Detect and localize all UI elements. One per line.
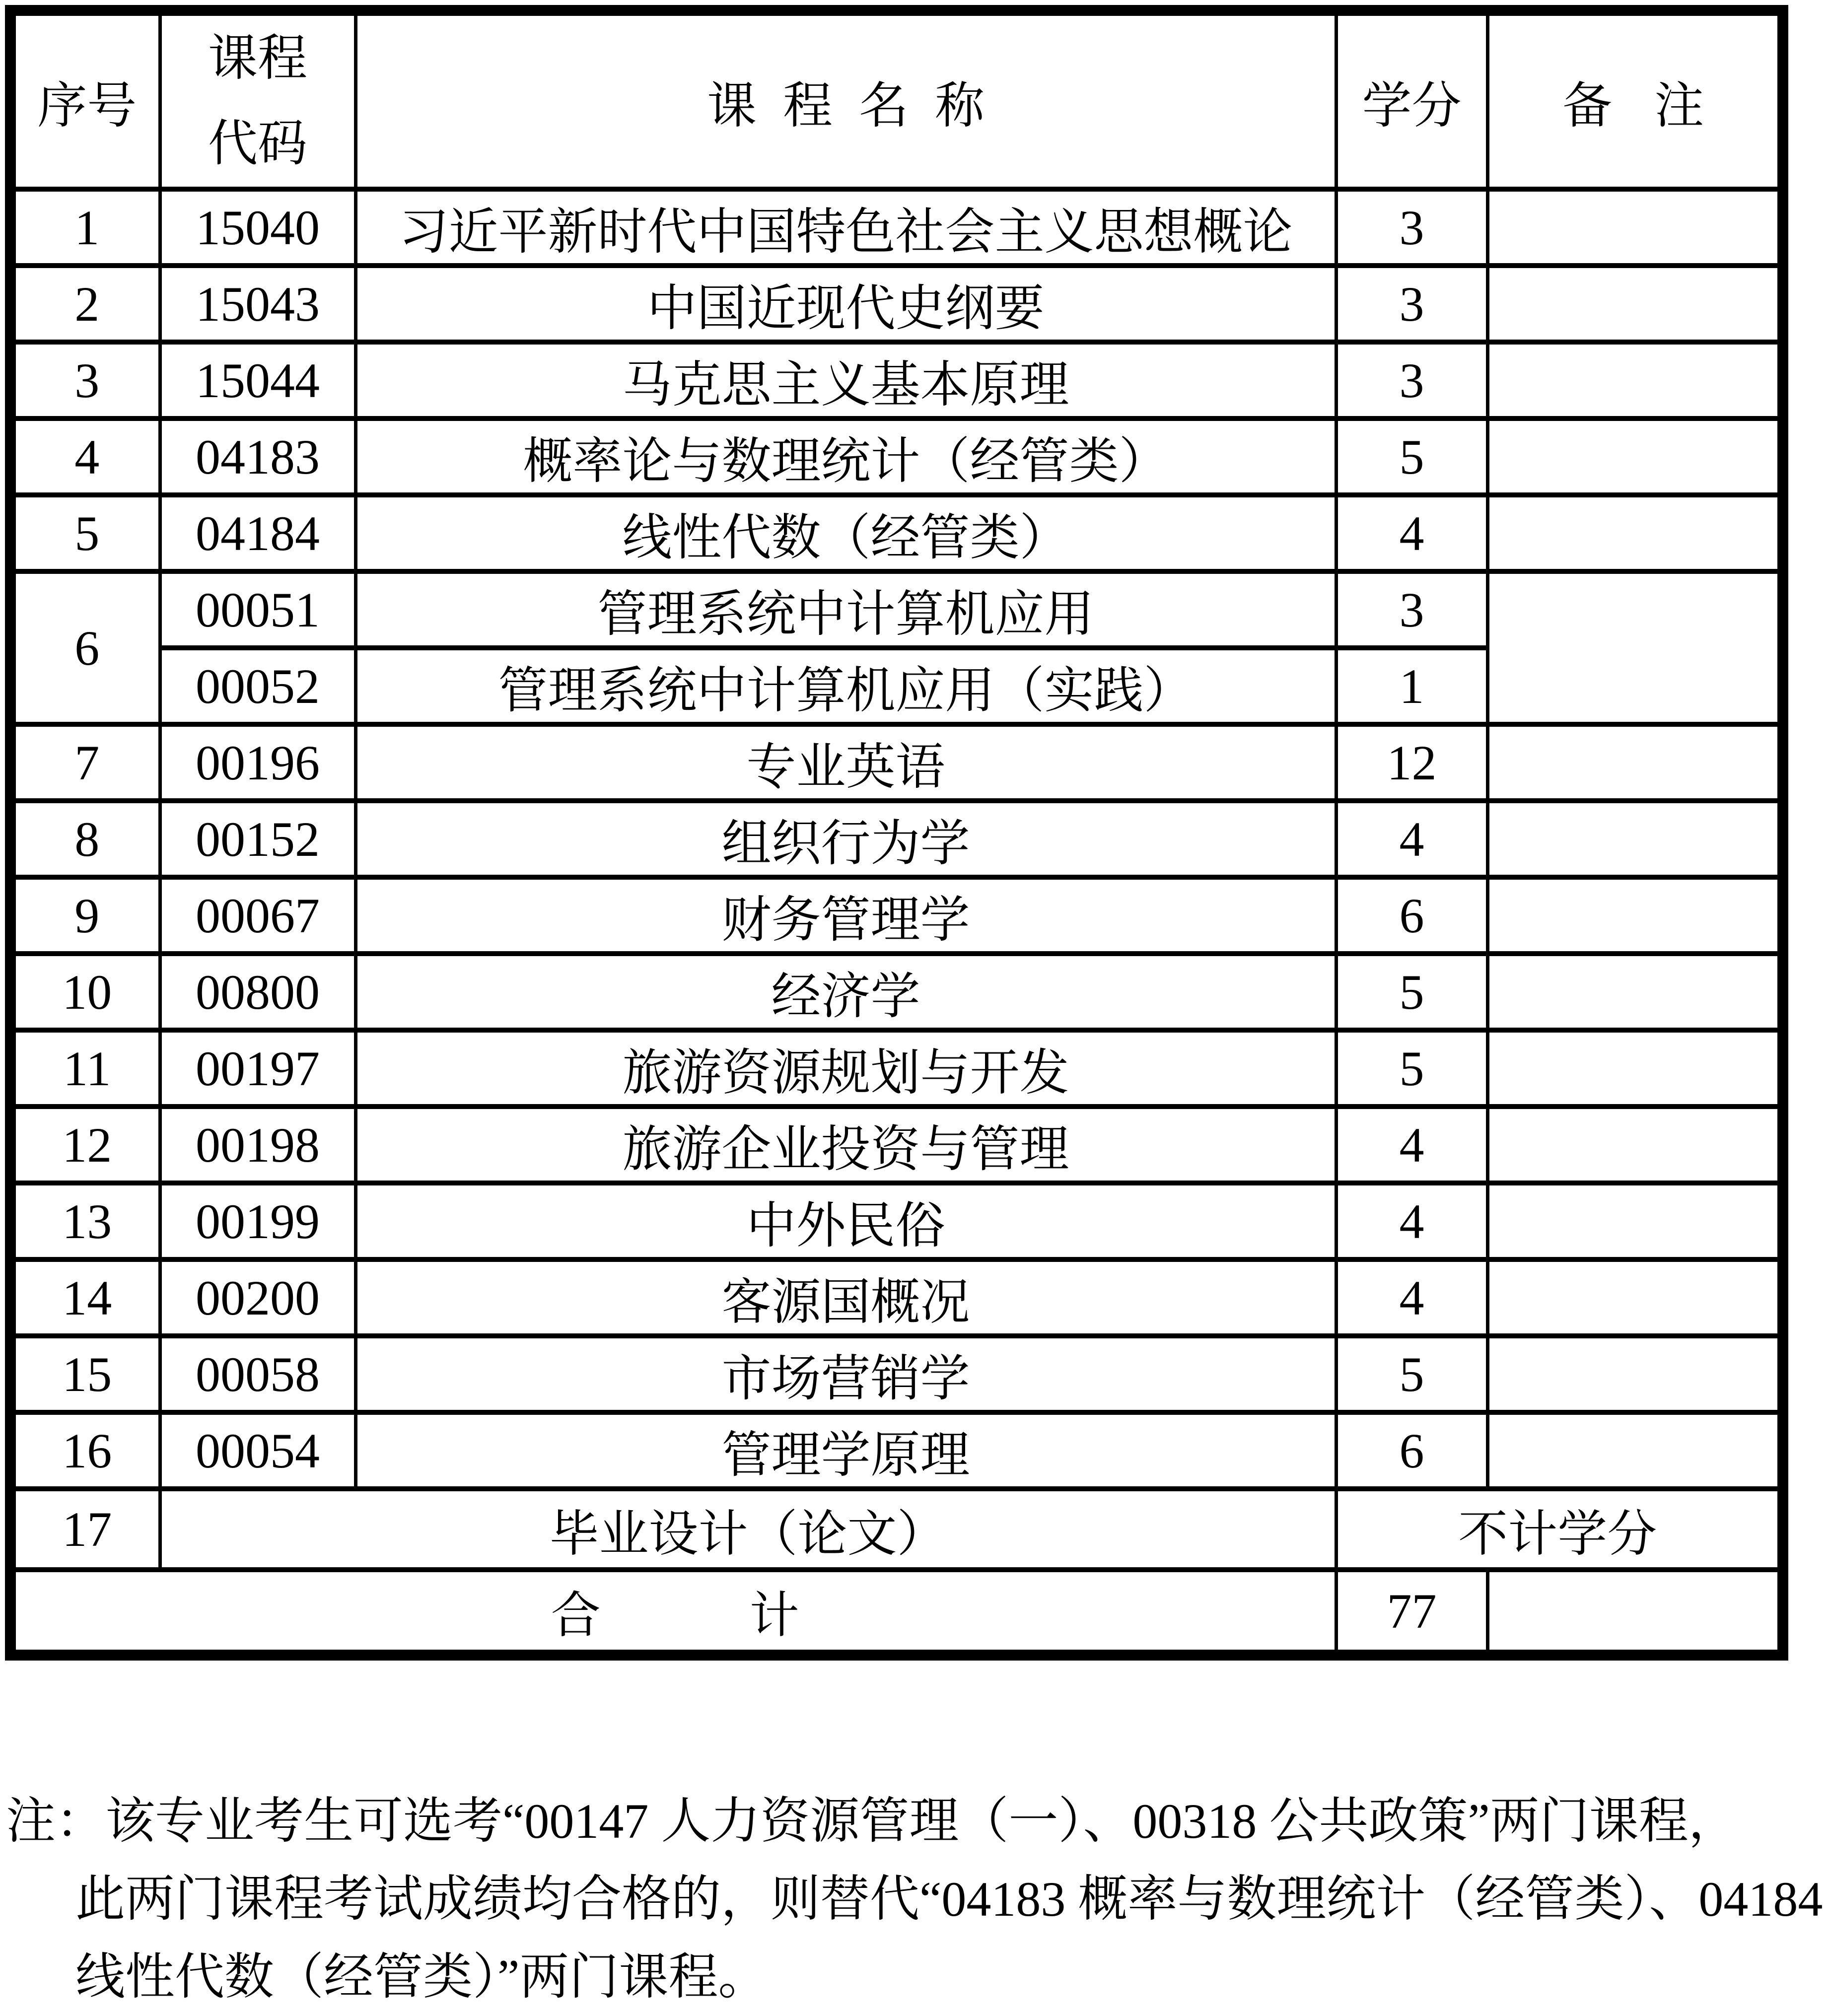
remark-cell	[1487, 266, 1783, 342]
header-row	[10, 10, 1783, 189]
header-code-line1: 课程	[208, 31, 307, 86]
row-number-cell: 12	[10, 1107, 160, 1183]
course-name-cell: 马克思主义基本原理	[355, 342, 1336, 418]
header-code	[160, 10, 355, 189]
remark-cell	[1487, 954, 1783, 1030]
credits-cell: 3	[1336, 189, 1487, 266]
table-row	[10, 954, 1783, 1030]
remark-cell	[1487, 571, 1783, 724]
course-name-cell: 习近平新时代中国特色社会主义思想概论	[355, 189, 1336, 266]
course-code-cell: 04184	[160, 495, 355, 571]
row-number-cell: 15	[10, 1336, 160, 1412]
course-name-cell: 经济学	[355, 954, 1336, 1030]
course-code-cell: 00152	[160, 801, 355, 877]
table-row	[10, 1030, 1783, 1107]
table-row	[10, 189, 1783, 266]
credits-cell: 3	[1336, 342, 1487, 418]
course-name-cell: 管理系统中计算机应用	[355, 571, 1336, 648]
table-row	[10, 266, 1783, 342]
table-row	[10, 801, 1783, 877]
table-row	[10, 571, 1783, 648]
course-code-cell: 00051	[160, 571, 355, 648]
course-code-cell: 00200	[160, 1259, 355, 1336]
credits-cell: 5	[1336, 1336, 1487, 1412]
course-code-cell: 15044	[160, 342, 355, 418]
course-name-cell: 财务管理学	[355, 877, 1336, 954]
row-number-cell: 1	[10, 189, 160, 266]
row-number-cell: 8	[10, 801, 160, 877]
row-number-cell: 4	[10, 418, 160, 495]
course-code-cell: 04183	[160, 418, 355, 495]
thesis-name-cell: 毕业设计（论文）	[160, 1489, 1336, 1570]
remark-cell	[1487, 189, 1783, 266]
row-number-cell: 9	[10, 877, 160, 954]
course-name-cell: 旅游企业投资与管理	[355, 1107, 1336, 1183]
course-name-cell: 概率论与数理统计（经管类）	[355, 418, 1336, 495]
remark-cell	[1487, 418, 1783, 495]
remark-cell	[1487, 801, 1783, 877]
header-credits: 学分	[1336, 10, 1487, 189]
row-number-cell: 7	[10, 724, 160, 801]
header-remark: 备 注	[1487, 10, 1783, 189]
table-row	[10, 495, 1783, 571]
row-number-cell: 3	[10, 342, 160, 418]
course-name-cell: 客源国概况	[355, 1259, 1336, 1336]
course-code-cell: 15040	[160, 189, 355, 266]
table-row	[10, 1107, 1783, 1183]
table-row	[10, 418, 1783, 495]
course-code-cell: 00052	[160, 648, 355, 724]
remark-cell	[1487, 1412, 1783, 1489]
credits-cell: 12	[1336, 724, 1487, 801]
header-code-line2: 代码	[208, 116, 307, 171]
course-name-cell: 管理系统中计算机应用（实践）	[355, 648, 1336, 724]
course-code-cell: 00054	[160, 1412, 355, 1489]
credits-cell: 4	[1336, 801, 1487, 877]
row-number-cell: 5	[10, 495, 160, 571]
remark-cell	[1487, 1336, 1783, 1412]
header-no: 序号	[10, 10, 160, 189]
credits-cell: 1	[1336, 648, 1487, 724]
row-number-cell: 13	[10, 1183, 160, 1259]
footnote-line-2: 此两门课程考试成绩均合格的，则替代“04183 概率与数理统计（经管类）、04184	[75, 1872, 1823, 1927]
course-name-cell: 线性代数（经管类）	[355, 495, 1336, 571]
table-row	[10, 1336, 1783, 1412]
remark-cell	[1487, 1107, 1783, 1183]
row-number-cell: 17	[10, 1489, 160, 1570]
credits-cell: 3	[1336, 571, 1487, 648]
row-number-cell: 6	[10, 571, 160, 724]
course-name-cell: 管理学原理	[355, 1412, 1336, 1489]
course-code-cell: 00198	[160, 1107, 355, 1183]
table-row	[10, 877, 1783, 954]
course-code-cell: 15043	[160, 266, 355, 342]
row-number-cell: 11	[10, 1030, 160, 1107]
course-name-cell: 旅游资源规划与开发	[355, 1030, 1336, 1107]
course-code-cell: 00197	[160, 1030, 355, 1107]
row-number-cell: 10	[10, 954, 160, 1030]
course-name-cell: 市场营销学	[355, 1336, 1336, 1412]
footnote-line-3: 线性代数（经管类）”两门课程。	[75, 1949, 768, 2005]
total-label-cell: 合 计	[10, 1570, 1336, 1655]
course-plan-table	[5, 5, 1788, 1661]
credits-cell: 6	[1336, 1412, 1487, 1489]
remark-cell	[1487, 1183, 1783, 1259]
total-credits-cell: 77	[1336, 1570, 1487, 1655]
remark-cell	[1487, 495, 1783, 571]
credits-cell: 4	[1336, 1259, 1487, 1336]
credits-cell: 5	[1336, 418, 1487, 495]
footnote	[6, 1782, 1827, 2016]
row-number-cell: 14	[10, 1259, 160, 1336]
course-code-cell: 00067	[160, 877, 355, 954]
remark-cell	[1487, 1030, 1783, 1107]
header-course-name: 课 程 名 称	[355, 10, 1336, 189]
table-row	[10, 1412, 1783, 1489]
table-row	[10, 1259, 1783, 1336]
total-row	[10, 1570, 1783, 1655]
remark-cell	[1487, 877, 1783, 954]
credits-cell: 5	[1336, 954, 1487, 1030]
course-code-cell: 00199	[160, 1183, 355, 1259]
credits-cell: 4	[1336, 1183, 1487, 1259]
credits-cell: 4	[1336, 495, 1487, 571]
credits-cell: 6	[1336, 877, 1487, 954]
row-number-cell: 2	[10, 266, 160, 342]
course-name-cell: 中国近现代史纲要	[355, 266, 1336, 342]
course-code-cell: 00058	[160, 1336, 355, 1412]
course-name-cell: 中外民俗	[355, 1183, 1336, 1259]
table-row	[10, 1183, 1783, 1259]
thesis-credit-note-cell: 不计学分	[1336, 1489, 1783, 1570]
course-name-cell: 专业英语	[355, 724, 1336, 801]
remark-cell	[1487, 1259, 1783, 1336]
table-row	[10, 342, 1783, 418]
total-remark-cell	[1487, 1570, 1783, 1655]
thesis-row	[10, 1489, 1783, 1570]
course-name-cell: 组织行为学	[355, 801, 1336, 877]
credits-cell: 4	[1336, 1107, 1487, 1183]
remark-cell	[1487, 724, 1783, 801]
credits-cell: 5	[1336, 1030, 1487, 1107]
course-code-cell: 00800	[160, 954, 355, 1030]
credits-cell: 3	[1336, 266, 1487, 342]
remark-cell	[1487, 342, 1783, 418]
course-code-cell: 00196	[160, 724, 355, 801]
row-number-cell: 16	[10, 1412, 160, 1489]
table-row	[10, 724, 1783, 801]
footnote-line-1: 注：该专业考生可选考“00147 人力资源管理（一）、00318 公共政策”两门课程，	[6, 1794, 1738, 1849]
